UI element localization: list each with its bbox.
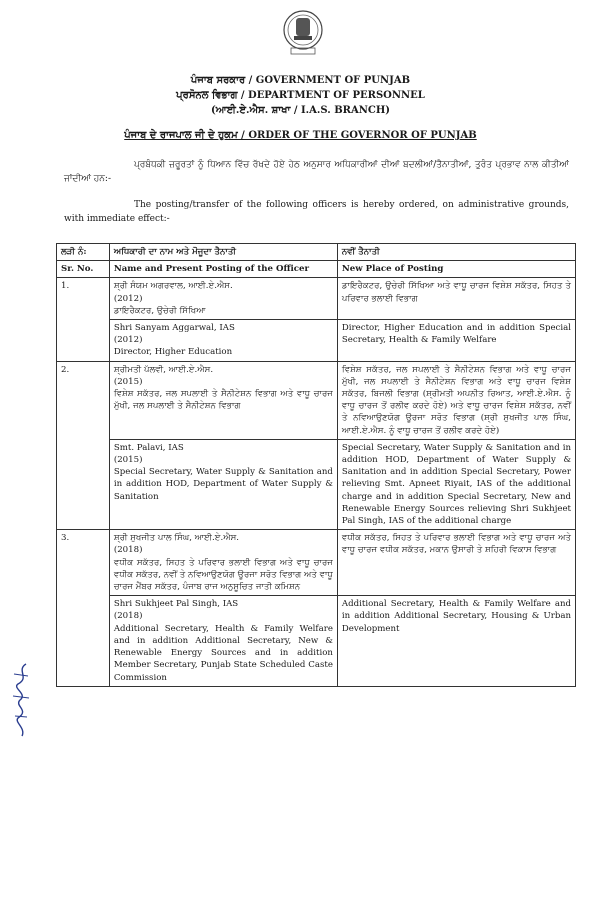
officer-posting-en: Special Secretary, Water Supply & Sanitation and in addition HOD, Department of Water Supply & Sanitation xyxy=(113,467,333,502)
header-branch: (ਆਈ.ਏ.ਐਸ. ਸ਼ਾਖਾ / I.A.S. BRANCH) xyxy=(210,105,391,116)
officer-cell-pa xyxy=(109,530,337,596)
header-row-english xyxy=(57,261,576,278)
handwritten-signature xyxy=(8,660,34,740)
new-posting-en: Special Secretary, Water Supply & Sanitation and in addition HOD, Department of Water Supply & Sanitation and in addition Special Secretary, Power relieving Smt. Apneet Riyait, IAS of the additional charge and in addition Special Secretary, New and Renewable Energy Sources relieving Shri Sukhjeet Pal Singh, IAS of the additional charge xyxy=(337,439,575,529)
header-row-punjabi xyxy=(57,244,576,261)
officer-batch-pa: (2012) xyxy=(113,293,143,304)
officer-posting-pa: ਡਾਇਰੈਕਟਰ, ਉਚੇਰੀ ਸਿੱਖਿਆ xyxy=(113,305,206,316)
officer-name-pa: ਸ਼੍ਰੀ ਸੁਖਜੀਤ ਪਾਲ ਸਿੰਘ, ਆਈ.ਏ.ਐਸ. xyxy=(113,533,240,544)
officer-posting-pa: ਵਧੀਕ ਸਕੱਤਰ, ਸਿਹਤ ਤੇ ਪਰਿਵਾਰ ਭਲਾਈ ਵਿਭਾਗ ਅਤੇ ਵਾਧੂ ਚਾਰਜ ਵਧੀਕ ਸਕੱਤਰ, ਨਵੀਂ ਤੇ ਨਵਿਆਉਣਯੋਗ ਊਰਜਾ ਸਰੋਤ ਵਿਭਾਗ ਅਤੇ ਵਾਧੂ ਚਾਰਜ ਮੈਂਬਰ ਸਕੱਤਰ, ਪੰਜਾਬ ਰਾਜ ਅਨੁਸੂਚਿਤ ਜਾਤੀ ਕਮਿਸ਼ਨ xyxy=(113,557,333,593)
officer-name-en: Shri Sanyam Aggarwal, IAS xyxy=(113,323,235,334)
government-emblem xyxy=(282,8,324,58)
officer-cell-en xyxy=(109,320,337,362)
col-new-pa: ਨਵੀਂ ਤੈਨਾਤੀ xyxy=(337,244,575,261)
officer-batch-pa: (2018) xyxy=(113,545,143,556)
col-name-en: Name and Present Posting of the Officer xyxy=(109,261,337,278)
col-sr-pa: ਲੜੀ ਨੰ: xyxy=(57,244,110,261)
col-name-pa: ਅਧਿਕਾਰੀ ਦਾ ਨਾਮ ਅਤੇ ਮੌਜੂਦਾ ਤੈਨਾਤੀ xyxy=(109,244,337,261)
header-department: ਪ੍ਰਸੋਨਲ ਵਿਭਾਗ / DEPARTMENT OF PERSONNEL xyxy=(176,90,425,101)
officer-posting-en: Director, Higher Education xyxy=(113,347,233,358)
new-posting-pa: ਵਧੀਕ ਸਕੱਤਰ, ਸਿਹਤ ਤੇ ਪਰਿਵਾਰ ਭਲਾਈ ਵਿਭਾਗ ਅਤੇ ਵਾਧੂ ਚਾਰਜ ਅਤੇ ਵਾਧੂ ਚਾਰਜ ਵਧੀਕ ਸਕੱਤਰ, ਮਕਾਨ ਉਸਾਰੀ ਤੇ ਸ਼ਹਿਰੀ ਵਿਕਾਸ ਵਿਭਾਗ xyxy=(337,530,575,596)
officer-name-pa: ਸ਼੍ਰੀ ਸੰਯਮ ਅਗਰਵਾਲ, ਆਈ.ਏ.ਐਸ. xyxy=(113,281,233,292)
officer-batch-en: (2018) xyxy=(113,611,143,622)
intro-punjabi: ਪ੍ਰਬੰਧਕੀ ਜ਼ਰੂਰਤਾਂ ਨੂੰ ਧਿਆਨ ਵਿੱਚ ਰੱਖਦੇ ਹੋਏ ਹੇਠ ਅਨੁਸਾਰ ਅਧਿਕਾਰੀਆਂ ਦੀਆਂ ਬਦਲੀਆਂ/ਤੈਨਾਤੀਆਂ, ਤੁਰੰਤ ਪ੍ਰਭਾਵ ਨਾਲ ਕੀਤੀਆਂ ਜਾਂਦੀਆਂ ਹਨ:- xyxy=(64,160,569,184)
table-row xyxy=(57,361,576,439)
new-posting-en: Additional Secretary, Health & Family Welfare and in addition Additional Secretary, Housing & Urban Development xyxy=(337,596,575,686)
table-row xyxy=(57,320,576,362)
postings-table xyxy=(56,243,576,687)
new-posting-en: Director, Higher Education and in addition Special Secretary, Health & Family Welfare xyxy=(337,320,575,362)
sr-no: 3. xyxy=(57,530,110,686)
officer-cell-pa xyxy=(109,278,337,320)
officer-batch-en: (2012) xyxy=(113,335,143,346)
officer-posting-en: Additional Secretary, Health & Family Welfare and in addition Additional Secretary, New & Renewable Energy Sources and in addition Member Secretary, Punjab State Scheduled Caste Commission xyxy=(113,623,333,683)
sr-no: 1. xyxy=(57,278,110,361)
table-row xyxy=(57,530,576,596)
officer-batch-en: (2015) xyxy=(113,455,143,466)
col-new-en: New Place of Posting xyxy=(337,261,575,278)
table-row xyxy=(57,596,576,686)
officer-name-pa: ਸ਼੍ਰੀਮਤੀ ਪੱਲਵੀ, ਆਈ.ਏ.ਐਸ. xyxy=(113,364,214,375)
new-posting-pa: ਵਿਸ਼ੇਸ਼ ਸਕੱਤਰ, ਜਲ ਸਪਲਾਈ ਤੇ ਸੈਨੀਟੇਸ਼ਨ ਵਿਭਾਗ ਅਤੇ ਵਾਧੂ ਚਾਰਜ ਮੁੱਖੀ, ਜਲ ਸਪਲਾਈ ਤੇ ਸੈਨੀਟੇਸ਼ਨ ਵਿਭਾਗ ਅਤੇ ਵਾਧੂ ਚਾਰਜ ਵਿਸ਼ੇਸ਼ ਸਕੱਤਰ, ਬਿਜਲੀ ਵਿਭਾਗ (ਸ਼੍ਰੀਮਤੀ ਅਪਨੀਤ ਰਿਆਤ, ਆਈ.ਏ.ਐਸ. ਨੂੰ ਵਾਧੂ ਚਾਰਜ ਤੋਂ ਰਲੀਵ ਕਰਦੇ ਹੋਏ) ਅਤੇ ਵਾਧੂ ਚਾਰਜ ਵਿਸ਼ੇਸ਼ ਸਕੱਤਰ, ਨਵੀਂ ਤੇ ਨਵਿਆਉਣਯੋਗ ਊਰਜਾ ਸਰੋਤ ਵਿਭਾਗ (ਸ਼੍ਰੀ ਸੁਖਜੀਤ ਪਾਲ ਸਿੰਘ, ਆਈ.ਏ.ਐਸ. ਨੂੰ ਵਾਧੂ ਚਾਰਜ ਤੋਂ ਰਲੀਵ ਕਰਦੇ ਹੋਏ) xyxy=(337,361,575,439)
officer-name-en: Shri Sukhjeet Pal Singh, IAS xyxy=(113,599,239,610)
officer-name-en: Smt. Palavi, IAS xyxy=(113,442,184,453)
sr-no: 2. xyxy=(57,361,110,530)
officer-cell-en xyxy=(109,439,337,529)
officer-cell-en xyxy=(109,596,337,686)
col-sr-en: Sr. No. xyxy=(57,261,110,278)
table-row xyxy=(57,278,576,320)
new-posting-pa: ਡਾਇਰੈਕਟਰ, ਉਚੇਰੀ ਸਿੱਖਿਆ ਅਤੇ ਵਾਧੂ ਚਾਰਜ ਵਿਸ਼ੇਸ਼ ਸਕੱਤਰ, ਸਿਹਤ ਤੇ ਪਰਿਵਾਰ ਭਲਾਈ ਵਿਭਾਗ xyxy=(337,278,575,320)
order-title: ਪੰਜਾਬ ਦੇ ਰਾਜਪਾਲ ਜੀ ਦੇ ਹੁਕਮ / ORDER OF THE GOVERNOR OF PUNJAB xyxy=(124,130,477,141)
officer-batch-pa: (2015) xyxy=(113,376,143,387)
intro-english: The posting/transfer of the following officers is hereby ordered, on administrative grounds, with immediate effect:- xyxy=(64,200,569,224)
table-row xyxy=(57,439,576,529)
header-government: ਪੰਜਾਬ ਸਰਕਾਰ / GOVERNMENT OF PUNJAB xyxy=(190,75,411,86)
officer-cell-pa xyxy=(109,361,337,439)
officer-posting-pa: ਵਿਸ਼ੇਸ਼ ਸਕੱਤਰ, ਜਲ ਸਪਲਾਈ ਤੇ ਸੈਨੀਟੇਸ਼ਨ ਵਿਭਾਗ ਅਤੇ ਵਾਧੂ ਚਾਰਜ ਮੁੱਖੀ, ਜਲ ਸਪਲਾਈ ਤੇ ਸੈਨੀਟੇਸ਼ਨ ਵਿਭਾਗ xyxy=(113,389,333,412)
